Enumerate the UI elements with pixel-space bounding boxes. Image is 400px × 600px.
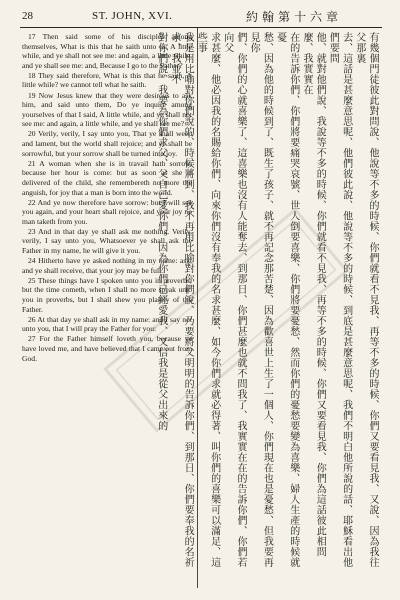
book-chapter-title: ST. JOHN, XVI.: [92, 10, 173, 22]
chinese-line: 去、這話是甚麼意思呢、他們彼此說、他說等不多的時候、到底是甚麼意思呢、我們不明白他所說的話、耶穌看出他們要問: [327, 32, 352, 568]
page-number: 28: [22, 10, 33, 22]
verse-26: 26 At that day ye shall ask in my name: and I say not unto you, that I will pray the Father for you:: [22, 314, 192, 334]
chinese-line: 愁、因為他的時候到了、既生了孩子、就不再記念那苦楚、因為歡喜世上生了一個人、你們現在也是憂愁、但我要再見你: [248, 32, 273, 568]
verse-20: 20 Verily, verily, I say unto you, That ye shall weep and lament, but the world shall rejoice; and ye shall be sorrowful, but your sorrow shall be turned into joy.: [22, 129, 192, 158]
verse-23: 23 And in that day ye shall ask me nothing. Verily, verily, I say unto you, Whatsoever ye shall ask the Father in my name, he will give it you.: [22, 226, 192, 256]
verse-19: 19 Now Jesus knew that they were desirous to ask him, and said unto them, Do ye inquire among yourselves of that I said, A little while, and ye shall not see me: and again, a little while, and ye shall see me?: [22, 90, 192, 129]
chinese-line: 有幾個門徒彼此對問說、他說等不多的時候、你們就看不見我、再等不多的時候、你們又要看見我、又說、因為我往父那裏: [353, 32, 378, 568]
chinese-line: 們、你們的心就喜樂了、這喜樂也沒有人能奪去、到那日、你們甚麼也就不問我了、我實實在在的告訴你們、你們若向父: [221, 32, 246, 568]
verse-21: 21 A woman when she is in travail hath sorrow, because her hour is come: but as soon as she is delivered of the child, she remembereth no more the anguish, for joy that a man is born into the world.: [22, 158, 192, 197]
chinese-line: 求甚麼、他必因我的名賜給你們、向來你們沒有奉我的名求甚麼、如今你們求就必得著、叫你們的喜樂可以滿足、這些事: [195, 32, 220, 568]
verse-25: 25 These things have I spoken unto you in proverbs: but the time cometh, when I shall no more speak unto you in proverbs, but I shall shew you plainly of the Father.: [22, 275, 192, 314]
chinese-text-column: [155, 32, 379, 572]
chinese-line: 我是用比喻對你們說的、時候將到、我不再用比喻對你們說、乃要將父明明的告訴你們、到那日、你們要奉我的名祈求、我並不: [168, 32, 194, 568]
chinese-line: 在的告訴你們、你們將要痛哭哀號、世人倒要喜樂、你們將要憂愁、然而你們的憂愁要變為喜樂、婦人生產的時候就憂: [274, 32, 299, 568]
header-rule: [20, 27, 382, 28]
chinese-line: 對你們說、我要為你們求父、父自己愛你們、因為你們已經愛我、又信我是從父出來的: [155, 32, 167, 431]
chinese-line: 他、就對他們說、我說等不多的時候、你們就看不見我、再等不多的時候、你們又要看見我、你們為這話彼此相問麼、我實實在: [300, 32, 326, 557]
verse-24: 24 Hitherto have ye asked nothing in my name: ask, and ye shall receive, that your joy may be full.: [22, 256, 192, 275]
verse-18: 18 They said therefore, What is this that he saith, A little while? we cannot tell what he saith.: [22, 70, 192, 90]
verse-27: 27 For the Father himself loveth you, because ye have loved me, and have believed that I came out from God.: [22, 334, 192, 363]
verse-22: 22 And ye now therefore have sorrow: but I will see you again, and your heart shall rejoice, and your joy no man taketh from you.: [22, 197, 192, 226]
chinese-chapter-title: 約翰第十六章: [246, 10, 343, 24]
verse-17: 17 Then said some of his disciples among themselves, What is this that he saith unto us, A little while, and ye shall not see me: and again, a little while, and ye shall see me: and, Because I go to the Father?: [22, 32, 192, 70]
